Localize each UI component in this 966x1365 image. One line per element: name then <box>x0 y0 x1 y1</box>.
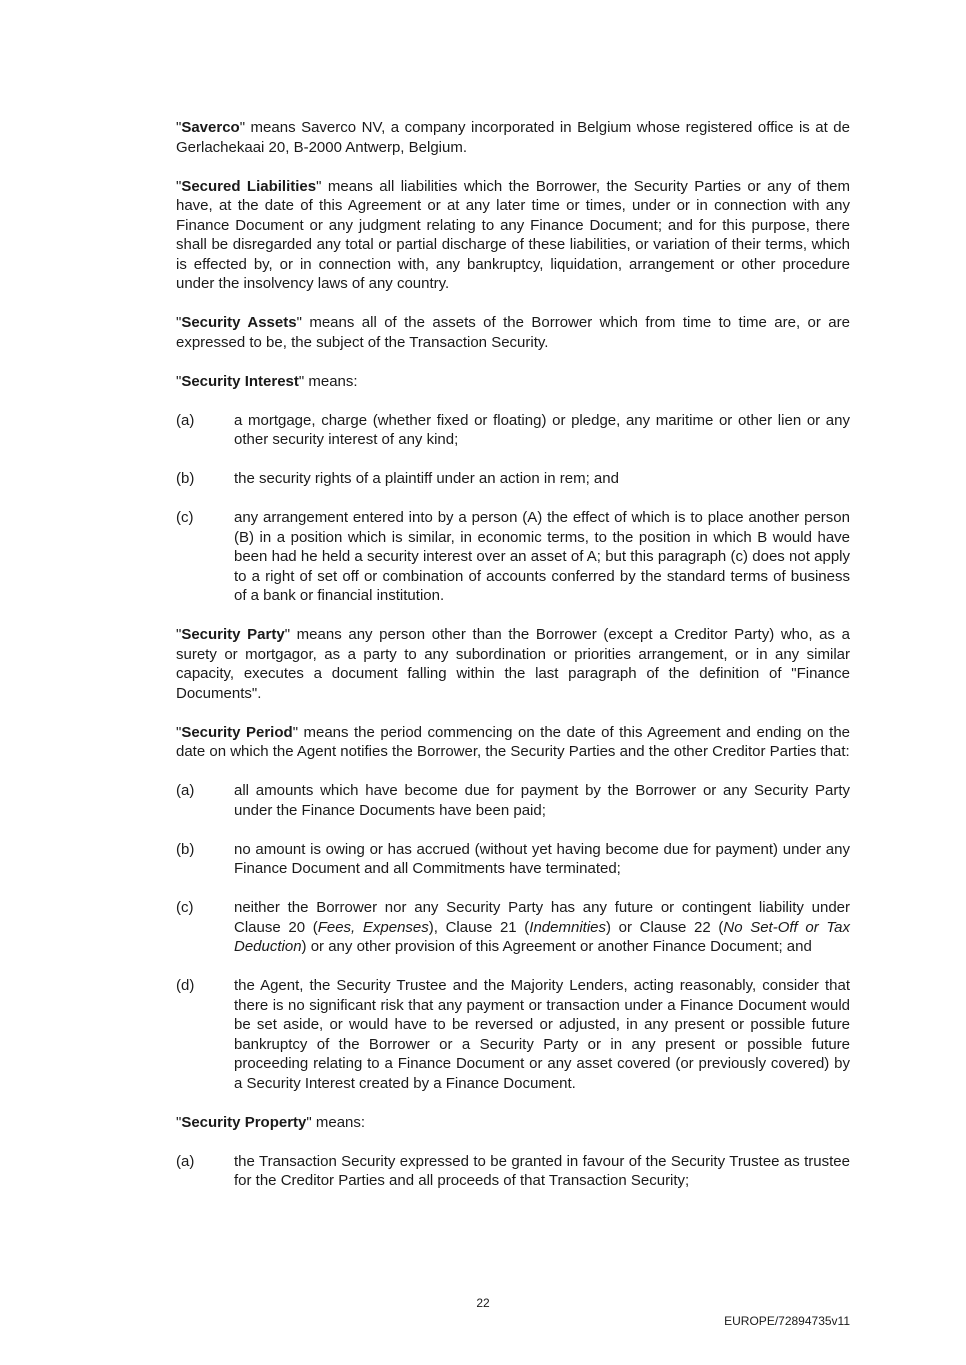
list-item <box>176 781 850 820</box>
italic-run: No Set-Off or Tax Deduction <box>234 918 851 955</box>
item-label: (b) <box>176 470 195 487</box>
item-label: (b) <box>176 840 195 858</box>
definition-text: means all of the assets of the Borrower which from time to time are, or are expressed to be, the subject of the Transaction Security. <box>176 314 850 351</box>
definition-secured-liabilities: "Secured Liabilities" means all liabilities which the Borrower, the Security Parties or any of them have, at the date of this Agreement or at any later time or times, under or in connection with any Finance Document or any judgment relating to any Finance Document; and for this purpose, there shall be disregarded any total or partial discharge of these liabilities, or variation of their terms, which is effected by, or in connection with, any bankruptcy, liquidation, arrangement or other procedure under the insolvency laws of any country. <box>176 177 851 292</box>
definition-text: means any person other than the Borrower (except a Creditor Party) who, as a surety or mortgagor, as a party to any subordination or priorities arrangement, or in any similar capacity, executes a document falling within the last paragraph of the definition of "Finance Documents". <box>176 626 850 702</box>
document-reference: EUROPE/72894735v11 <box>724 1314 850 1328</box>
list-item <box>176 469 850 489</box>
definition-security-interest: "Security Interest" means: <box>176 372 358 390</box>
definition-security-property: "Security Property" means: <box>176 1113 366 1131</box>
item-text: no amount is owing or has accrued (without yet having become due for payment) under any Finance Document and all Commitments have terminated; <box>234 840 850 877</box>
list-item <box>176 1152 850 1191</box>
italic-run: Indemnities <box>529 918 607 936</box>
list-item <box>176 898 850 957</box>
term: Security Interest <box>181 372 299 390</box>
item-text: the Agent, the Security Trustee and the Majority Lenders, acting reasonably, consider that there is no significant risk that any payment or transaction under a Finance Document would be set aside, or would have to be reversed or adjusted, in any present or possible future bankruptcy of the Borrower or a Security Party or in any present or possible future proceeding relating to a Finance Document or any asset covered (or previously covered) by a Security Interest created by a Finance Document. <box>234 977 850 1092</box>
item-label: (a) <box>176 1152 195 1170</box>
term: Saverco <box>181 119 240 136</box>
italic-run: Fees, Expenses <box>317 918 429 936</box>
term: Security Period <box>181 723 293 741</box>
list-item <box>176 508 850 606</box>
text-run: neither the Borrower nor any Security Party has any future or contingent liability under Clause 20 ( <box>234 899 850 936</box>
definition-text: means the period commencing on the date of this Agreement and ending on the date on which the Agent notifies the Borrower, the Security Parties and the other Creditor Parties that: <box>176 723 851 760</box>
definition-security-period: "Security Period" means the period commencing on the date of this Agreement and ending on the date on which the Agent notifies the Borrower, the Security Parties and the other Creditor Parties that: <box>176 723 851 760</box>
definition-text: means all liabilities which the Borrower, the Security Parties or any of them have, at the date of this Agreement or at any later time or times, under or in connection with any Finance Document or any judgment relating to any Finance Document; and for this purpose, there shall be disregarded any total or partial discharge of these liabilities, or variation of their terms, which is effected by, or in connection with, any bankruptcy, liquidation, arrangement or other procedure under the insolvency laws of any country. <box>176 177 851 292</box>
item-text: a mortgage, charge (whether fixed or floating) or pledge, any maritime or other lien or any other security interest of any kind; <box>234 411 850 448</box>
list-item <box>176 840 850 879</box>
definition-security-assets: "Security Assets" means all of the assets of the Borrower which from time to time are, or are expressed to be, the subject of the Transaction Security. <box>176 314 850 351</box>
definition-text: means: <box>304 372 358 390</box>
list-item <box>176 411 850 450</box>
item-text <box>234 898 850 957</box>
text-run: ), Clause 21 ( <box>428 918 530 936</box>
item-label: (a) <box>176 411 195 429</box>
item-text: the security rights of a plaintiff under an action in rem; and <box>234 470 619 487</box>
definition-text: means: <box>311 1113 366 1131</box>
document-body <box>176 118 850 1210</box>
definition-security-party: "Security Party" means any person other than the Borrower (except a Creditor Party) who, as a surety or mortgagor, as a party to any subordination or priorities arrangement, or in any similar capacity, executes a document falling within the last paragraph of the definition of "Finance Documents". <box>176 626 850 702</box>
page-number: 22 <box>476 1296 490 1310</box>
item-text: the Transaction Security expressed to be granted in favour of the Security Trustee as trustee for the Creditor Parties and all proceeds of that Transaction Security; <box>234 1152 850 1189</box>
text-run: ) or any other provision of this Agreement or another Finance Document; and <box>301 938 812 955</box>
item-label: (c) <box>176 509 194 526</box>
text-run: ) or Clause 22 ( <box>606 918 724 936</box>
item-text: any arrangement entered into by a person (A) the effect of which is to place another person (B) in a position which is similar, in economic terms, to the position in which B would have been had he held a security interest over an asset of A; but this paragraph (c) does not apply to a right of set off or combination of accounts conferred by the standard terms of business of a bank or financial institution. <box>234 509 850 604</box>
item-label: (d) <box>176 977 195 994</box>
definition-saverco: "Saverco" means Saverco NV, a company incorporated in Belgium whose registered office is at de Gerlachekaai 20, B-2000 Antwerp, Belgium. <box>176 119 850 156</box>
item-label: (c) <box>176 899 194 916</box>
list-item <box>176 976 850 1093</box>
definition-text: means Saverco NV, a company incorporated in Belgium whose registered office is at de Gerlachekaai 20, B-2000 Antwerp, Belgium. <box>176 119 850 156</box>
term: Security Party <box>181 626 285 643</box>
term: Security Property <box>181 1113 307 1131</box>
term: Security Assets <box>181 314 297 331</box>
term: Secured Liabilities <box>181 177 317 195</box>
item-text: all amounts which have become due for payment by the Borrower or any Security Party under the Finance Documents have been paid; <box>234 782 850 819</box>
item-label: (a) <box>176 782 195 799</box>
